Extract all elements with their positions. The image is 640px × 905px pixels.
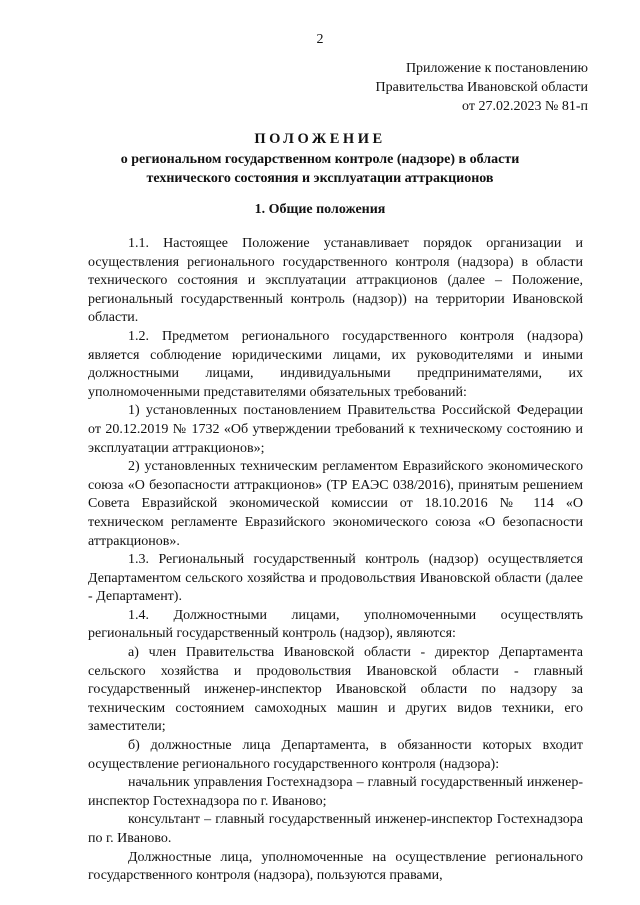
paragraph: 2) установленных техническим регламентом Евразийского экономического союза «О безопасности аттракционов» (ТР ЕАЭС 038/2016), принятым решением Совета Евразийской экономической комиссии от 18.10.2016 № 114 «О техническом регламенте Евразийского экономического союза «О безопасности аттракционов». [88,459,583,549]
paragraph: а) член Правительства Ивановской области - директор Департамента сельского хозяйства и продовольствия Ивановской области - главный государственный инженер-инспектор Ивановской области по надзору за техническим состоянием самоходных машин и других видов техники, его заместители; [88,645,583,735]
section-heading: 1. Общие положения [254,202,386,217]
appendix-note [376,59,588,116]
appendix-line-1: Приложение к постановлению [405,61,588,76]
paragraph: начальник управления Гостехнадзора – главный государственный инженер-инспектор Гостехнадзора по г. Иваново; [88,775,583,809]
appendix-line-2: Правительства Ивановской области [375,80,588,95]
paragraph: б) должностные лица Департамента, в обязанности которых входит осуществление регионального государственного контроля (надзора): [88,738,583,772]
document-body [88,235,583,886]
paragraph: 1) установленных постановлением Правительства Российской Федерации от 20.12.2019 № 1732 «Об утверждении требований к техническому состоянию и эксплуатации аттракционов»; [88,403,583,456]
paragraph: 1.2. Предметом регионального государственного контроля (надзора) является соблюдение юридическими лицами, их руководителями и иными должностными лицами, индивидуальными предпринимателями, их уполномоченными представителями обязательных требований: [88,328,583,400]
paragraph: 1.1. Настоящее Положение устанавливает порядок организации и осуществления регионального государственного контроля (надзора) в области технического состояния и эксплуатации аттракционов (далее – Положение, региональный государственный контроль (надзор)) на территории Ивановской области. [88,236,583,326]
paragraph: 1.3. Региональный государственный контроль (надзор) осуществляется Департаментом сельского хозяйства и продовольствия Ивановской области (далее - Департамент). [88,552,583,605]
page-number: 2 [316,32,324,47]
paragraph: консультант – главный государственный инженер-инспектор Гостехнадзора по г. Иваново. [88,812,583,846]
document-title: ПОЛОЖЕНИЕ [254,131,386,147]
paragraph: 1.4. Должностными лицами, уполномоченными осуществлять региональный государственный контроль (надзор), являются: [88,607,583,642]
appendix-line-3: от 27.02.2023 № 81-п [462,99,588,114]
document-subtitle: о региональном государственном контроле (надзоре) в области технического состояния и эксплуатации аттракционов [120,152,520,186]
paragraph: Должностные лица, уполномоченные на осуществление регионального государственного контроля (надзора), пользуются правами, [88,849,583,884]
